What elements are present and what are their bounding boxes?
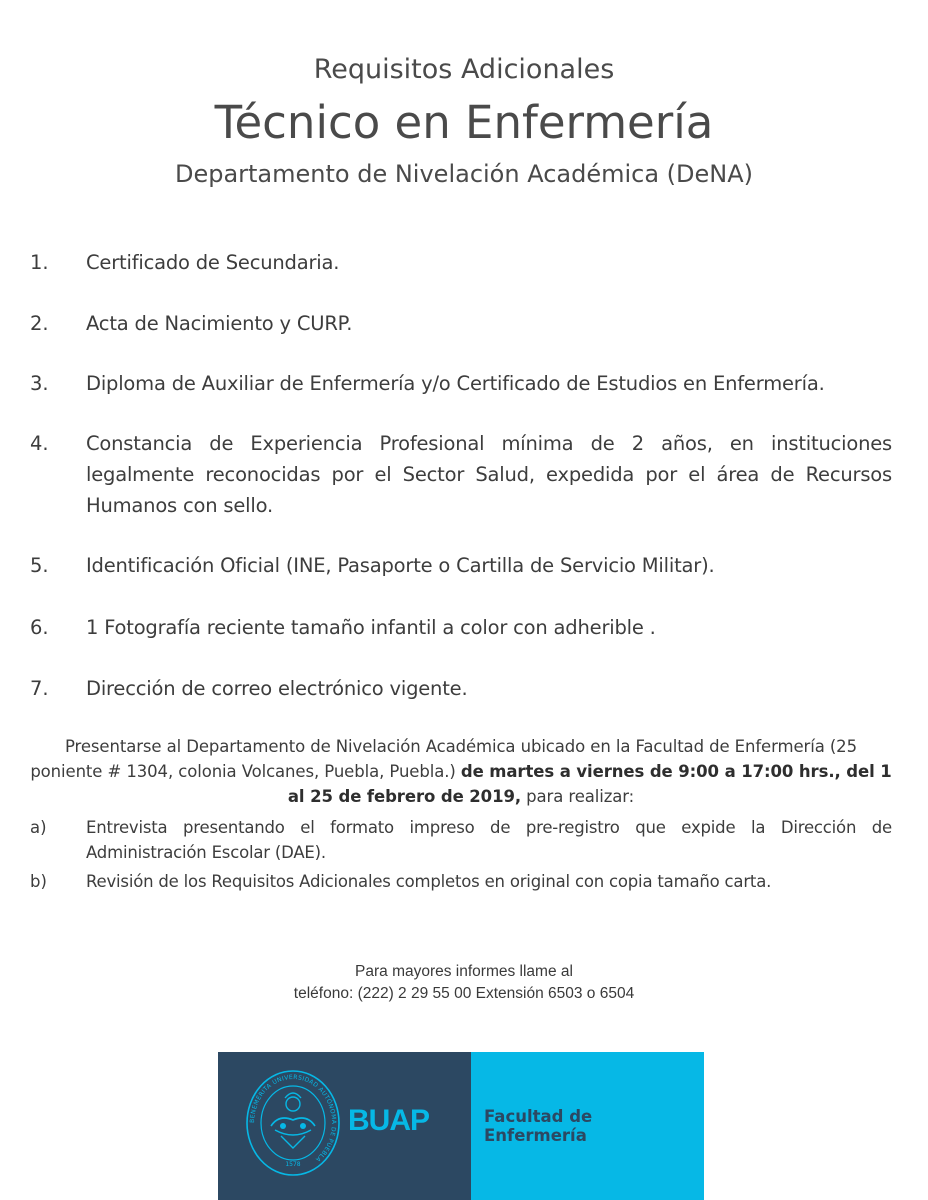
page-title: Técnico en Enfermería — [214, 96, 714, 149]
requirement-item — [30, 673, 892, 704]
presentation-item — [30, 815, 892, 865]
university-seal-icon — [245, 1068, 341, 1178]
item-text: Certificado de Secundaria. — [86, 251, 340, 274]
requirement-item — [30, 308, 892, 339]
item-text: 1 Fotografía reciente tamaño infantil a color con adherible . — [86, 616, 656, 639]
requirement-item — [30, 368, 892, 399]
svg-text:1578: 1578 — [285, 1161, 301, 1168]
item-text: Diploma de Auxiliar de Enfermería y/o Certificado de Estudios en Enfermería. — [86, 372, 825, 395]
presentation-text: Presentarse al Departamento de Nivelación Académica ubicado en la Facultad de Enfermería (25 poniente # 1304, colonia Volcanes, Puebla, Puebla.) — [30, 737, 857, 781]
faculty-name-line1: Facultad de — [484, 1107, 593, 1126]
presentation-text-end: para realizar: — [521, 787, 635, 806]
item-number: 6. — [30, 616, 49, 639]
presentation-item — [30, 869, 892, 894]
requirement-item — [30, 550, 892, 581]
item-number: 3. — [30, 372, 49, 395]
item-number: 4. — [30, 432, 49, 455]
item-number: 2. — [30, 312, 49, 335]
faculty-name-line2: Enfermería — [484, 1126, 587, 1145]
contact-phone: teléfono: (222) 2 29 55 00 Extensión 6503 o 6504 — [293, 985, 635, 1002]
requirement-item — [30, 612, 892, 643]
item-text: Entrevista presentando el formato impreso de pre-registro que expide la Dirección de Administración Escolar (DAE). — [86, 818, 892, 862]
brand-logo-text: BUAP — [348, 1104, 430, 1137]
item-letter: a) — [30, 818, 47, 837]
item-text: Acta de Nacimiento y CURP. — [86, 312, 353, 335]
item-number: 5. — [30, 554, 49, 577]
header-pre-title: Requisitos Adicionales — [313, 54, 615, 85]
item-text: Constancia de Experiencia Profesional mínima de 2 años, en instituciones legalmente reconocidas por el Sector Salud, expedida por el área de Recursos Humanos con sello. — [86, 432, 892, 517]
page-subtitle: Departamento de Nivelación Académica (DeNA) — [174, 160, 754, 188]
requirement-item — [30, 247, 892, 278]
item-text: Dirección de correo electrónico vigente. — [86, 677, 468, 700]
item-letter: b) — [30, 872, 47, 891]
requirement-item — [30, 428, 892, 521]
contact-line: Para mayores informes llame al — [355, 963, 573, 980]
presentation-paragraph — [30, 734, 892, 809]
svg-text:BENEMÉRITA UNIVERSIDAD AUTÓNOM: BENEMÉRITA UNIVERSIDAD AUTÓNOMA DE PUEBLA — [248, 1073, 338, 1164]
item-text: Identificación Oficial (INE, Pasaporte o Cartilla de Servicio Militar). — [86, 554, 715, 577]
presentation-schedule: de martes a viernes de 9:00 a 17:00 hrs., del 1 al 25 de febrero de 2019, — [287, 762, 892, 806]
item-number: 1. — [30, 251, 49, 274]
item-text: Revisión de los Requisitos Adicionales completos en original con copia tamaño carta. — [86, 872, 772, 891]
item-number: 7. — [30, 677, 49, 700]
